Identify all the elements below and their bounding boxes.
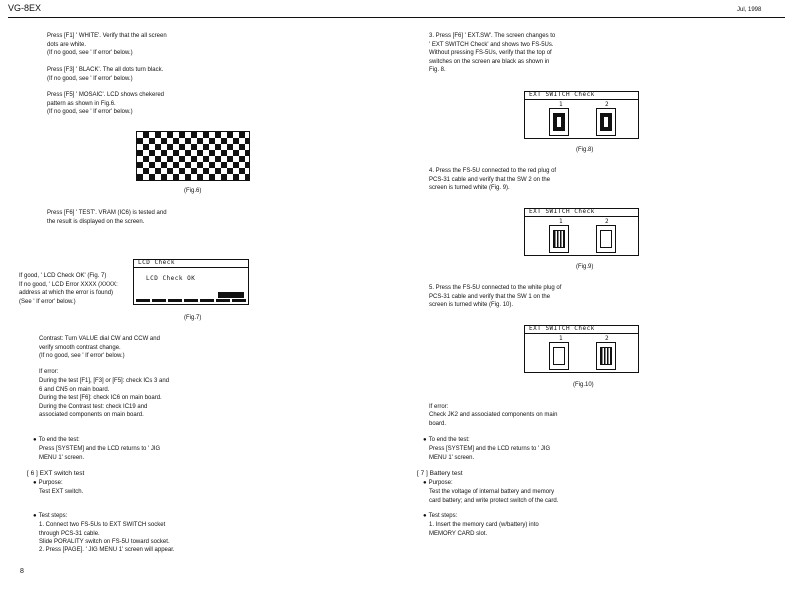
switch-2-icon	[596, 225, 616, 253]
if-error-body: During the test [F1], [F3] or [F5]: check ICs 3 and 6 and CN5 on main board. During the test [F6]: check IC6 on main board. During the Contrast test: check IC19 and associated components on main board.	[39, 378, 170, 418]
doc-title: VG-8EX	[8, 3, 42, 13]
step-2: 2. Press [PAGE]. ' JIG MENU 1' screen will appear.	[39, 547, 175, 553]
fig10-caption: (Fig.10)	[573, 382, 594, 388]
switch-1-label: 1	[559, 218, 563, 225]
end-test-title: ● To end the test:	[33, 436, 80, 445]
test-steps-title-right: ● Test steps:	[423, 512, 457, 521]
switch-1-icon	[549, 108, 569, 136]
switch-1-label: 1	[559, 101, 563, 108]
fig8-caption: (Fig.8)	[576, 147, 594, 153]
ext-switch-title: EXT SWITCH Check	[529, 208, 595, 215]
section-7-heading: [ 7 ] Battery test	[417, 470, 463, 477]
lcd-status-bar	[136, 299, 246, 302]
lcd-contrast-indicator	[218, 292, 244, 298]
switch-2-label: 2	[605, 335, 609, 342]
paragraph-lcd-result: If good, ' LCD Check OK' (Fig. 7) If no good, ' LCD Error XXXX (XXXX: address at which the error is found) (See ' If error' below.)	[19, 273, 118, 305]
step-1-right: 1. Insert the memory card (w/battery) into MEMORY CARD slot.	[429, 522, 539, 537]
switch-2-label: 2	[605, 101, 609, 108]
paragraph-white: Press [F1] ' WHITE'. Verify that the all screen dots are white. (If no good, see ' If error' below.)	[47, 33, 167, 56]
end-test-title-right: ● To end the test:	[423, 436, 470, 445]
header-rule	[8, 17, 785, 18]
fig9-caption: (Fig.9)	[576, 264, 594, 270]
ext-switch-screen-fig10	[524, 325, 639, 373]
switch-1-label: 1	[559, 335, 563, 342]
switch-1-icon	[549, 342, 569, 370]
switch-1-icon	[549, 225, 569, 253]
ext-switch-title: EXT SWITCH Check	[529, 91, 595, 98]
ext-switch-title: EXT SWITCH Check	[529, 325, 595, 332]
if-error-title-right: If error:	[429, 404, 449, 410]
mosaic-figure	[136, 131, 250, 181]
lcd-check-message: LCD Check OK	[146, 275, 196, 282]
paragraph-mosaic: Press [F5] ' MOSAIC'. LCD shows chekered pattern as shown in Fig.6. (If no good, see ' If error' below.)	[47, 92, 164, 115]
doc-date: Jul, 1998	[737, 7, 762, 13]
switch-2-icon	[596, 108, 616, 136]
if-error-title: If error:	[39, 369, 59, 375]
purpose-title: ● Purpose:	[33, 479, 63, 488]
switch-2-icon	[596, 342, 616, 370]
paragraph-black: Press [F3] ' BLACK'. The all dots turn black. (If no good, see ' If error' below.)	[47, 67, 164, 82]
switch-2-label: 2	[605, 218, 609, 225]
step-3: 3. Press [F6] ' EXT.SW'. The screen changes to ' EXT SWITCH Check' and shows two FS-5Us. Without pressing FS-5Us, verify that the top of switches on the screen are black as shown in Fig. 8.	[429, 33, 556, 73]
test-steps-title: ● Test steps:	[33, 512, 67, 521]
section-6-heading: [ 6 ] EXT switch test	[27, 470, 85, 477]
end-test-body: Press [SYSTEM] and the LCD returns to ' JIG MENU 1' screen.	[39, 446, 161, 461]
fig7-caption: (Fig.7)	[184, 315, 202, 321]
purpose-title-right: ● Purpose:	[423, 479, 453, 488]
purpose-body: Test EXT switch.	[39, 489, 84, 495]
fig6-caption: (Fig.6)	[184, 188, 202, 194]
end-test-body-right: Press [SYSTEM] and the LCD returns to ' JIG MENU 1' screen.	[429, 446, 551, 461]
ext-switch-screen-fig9	[524, 208, 639, 256]
if-error-body-right: Check JK2 and associated components on main board.	[429, 412, 558, 427]
lcd-check-screen	[133, 259, 249, 305]
step-5: 5. Press the FS-5U connected to the white plug of PCS-31 cable and verify that the SW 1 on the screen is turned white (Fig. 10).	[429, 285, 562, 308]
ext-switch-screen-fig8	[524, 91, 639, 139]
step-1: 1. Connect two FS-5Us to EXT SWITCH socket through PCS-31 cable. Slide PORALITY switch on FS-5U toward socket.	[39, 522, 170, 545]
page-number: 8	[20, 568, 24, 575]
paragraph-test: Press [F6] ' TEST'. VRAM (IC6) is tested and the result is displayed on the screen.	[47, 210, 167, 225]
step-4: 4. Press the FS-5U connected to the red plug of PCS-31 cable and verify that the SW 2 on the screen is turned white (Fig. 9).	[429, 168, 557, 191]
paragraph-contrast: Contrast: Turn VALUE dial CW and CCW and verify smooth contrast change. (If no good, see ' If error' below.)	[39, 336, 160, 359]
lcd-check-title: LCD Check	[138, 259, 176, 266]
purpose-body-right: Test the voltage of internal battery and memory card battery; and write protect switch of the card.	[429, 489, 559, 504]
